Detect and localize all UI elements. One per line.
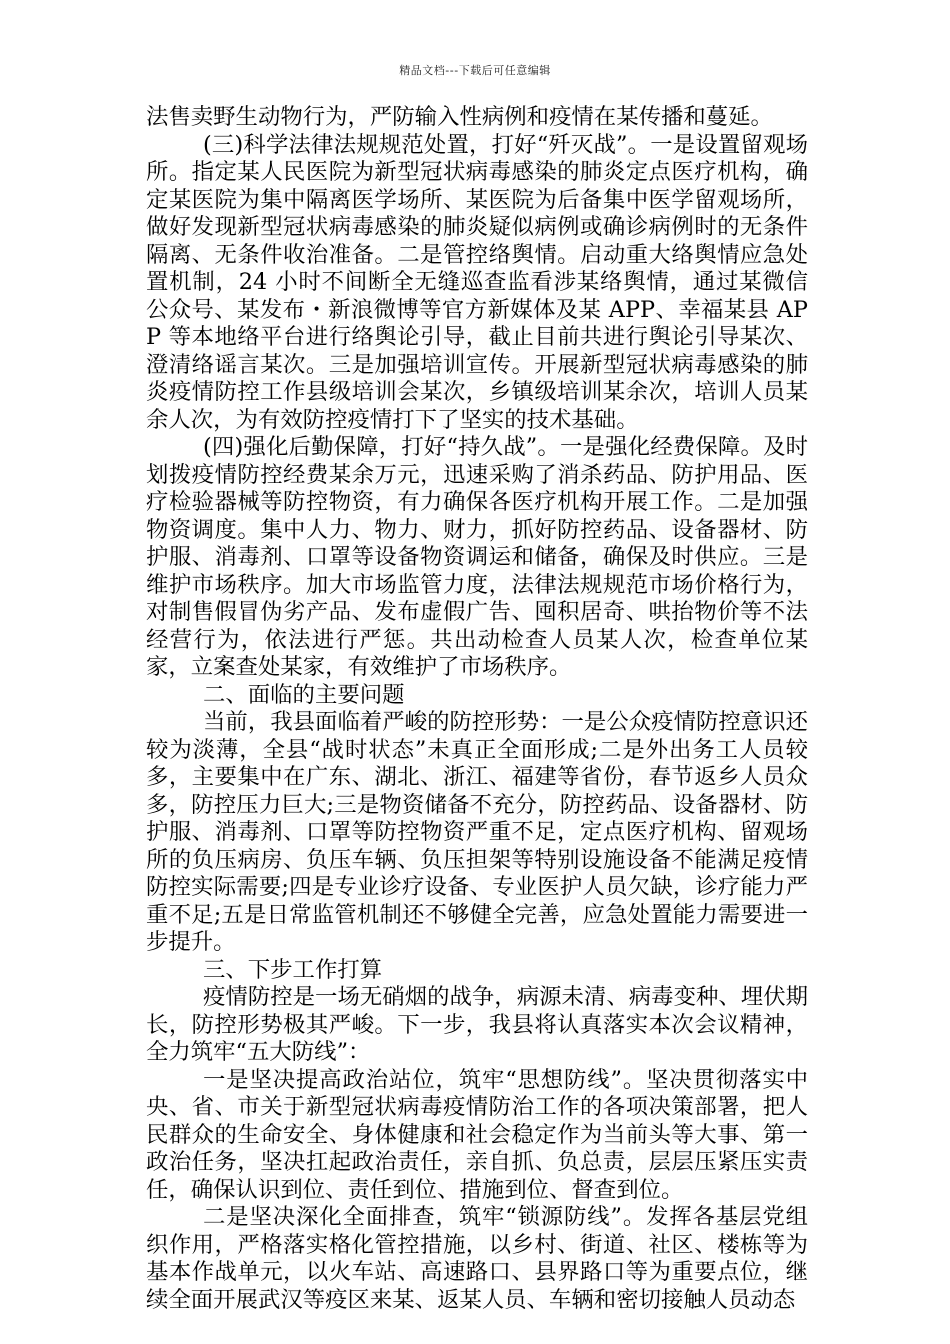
paragraph: 三、下步工作打算 [203, 956, 383, 983]
document-body [146, 104, 808, 1314]
paragraph: (三)科学法律法规规范处置，打好“歼灭战”。一是设置留观场所。指定某人民医院为新型冠状病毒感染的肺炎定点医疗机构，确定某医院为集中隔离医学场所、某医院为后备集中医学留观场所，做好发现新型冠状病毒感染的肺炎疑似病例或确诊病例时的无条件隔离、无条件收治准备。二是管控络舆情。启动重大络舆情应急处置机制，24 小时不间断全无缝巡查监看涉某络舆情，通过某微信公众号、某发布・新浪微博等官方新媒体及某 APP、幸福某县 APP 等本地络平台进行络舆论引导，截止目前共进行舆论引导某次、澄清络谣言某次。三是加强培训宣传。开展新型冠状病毒感染的肺炎疫情防控工作县级培训会某次，乡镇级培训某余次，培训人员某余人次，为有效防控疫情打下了坚实的技术基础。 [146, 131, 808, 433]
paragraph: 二、面临的主要问题 [203, 681, 405, 708]
paragraph: 当前，我县面临着严峻的防控形势：一是公众疫情防控意识还较为淡薄，全县“战时状态”未真正全面形成;二是外出务工人员较多，主要集中在广东、湖北、浙江、福建等省份，春节返乡人员众多，防控压力巨大;三是物资储备不充分，防控药品、设备器材、防护服、消毒剂、口罩等防控物资严重不足，定点医疗机构、留观场所的负压病房、负压车辆、负压担架等特别设施设备不能满足疫情防控实际需要;四是专业诊疗设备、专业医护人员欠缺，诊疗能力严重不足;五是日常监管机制还不够健全完善，应急处置能力需要进一步提升。 [146, 709, 808, 955]
paragraph: 疫情防控是一场无硝烟的战争，病源未清、病毒变种、埋伏期长，防控形势极其严峻。下一步，我县将认真落实本次会议精神，全力筑牢“五大防线”： [146, 984, 808, 1065]
paragraph: (四)强化后勤保障，打好“持久战”。一是强化经费保障。及时划拨疫情防控经费某余万元，迅速采购了消杀药品、防护用品、医疗检验器械等防控物资，有力确保各医疗机构开展工作。二是加强物资调度。集中人力、物力、财力，抓好防控药品、设备器材、防护服、消毒剂、口罩等设备物资调运和储备，确保及时供应。三是维护市场秩序。加大市场监管力度，法律法规规范市场价格行为，对制售假冒伪劣产品、发布虚假广告、囤积居奇、哄抬物价等不法经营行为，依法进行严惩。共出动检查人员某人次，检查单位某家，立案查处某家，有效维护了市场秩序。 [146, 434, 808, 680]
page-header: 精品文档---下载后可任意编辑 [399, 64, 551, 77]
paragraph: 一是坚决提高政治站位，筑牢“思想防线”。坚决贯彻落实中央、省、市关于新型冠状病毒疫情防治工作的各项决策部署，把人民群众的生命安全、身体健康和社会稳定作为当前头等大事、第一政治任务，坚决扛起政治责任，亲自抓、负总责，层层压紧压实责任，确保认识到位、责任到位、措施到位、督查到位。 [146, 1066, 808, 1203]
paragraph: 法售卖野生动物行为，严防输入性病例和疫情在某传播和蔓延。 [146, 104, 773, 130]
paragraph: 二是坚决深化全面排查，筑牢“锁源防线”。发挥各基层党组织作用，严格落实格化管控措施，以乡村、街道、社区、楼栋等为基本作战单元，以火车站、高速路口、县界路口等为重要点位，继续全面开展武汉等疫区来某、返某人员、车辆和密切接触人员动态 [146, 1204, 808, 1313]
